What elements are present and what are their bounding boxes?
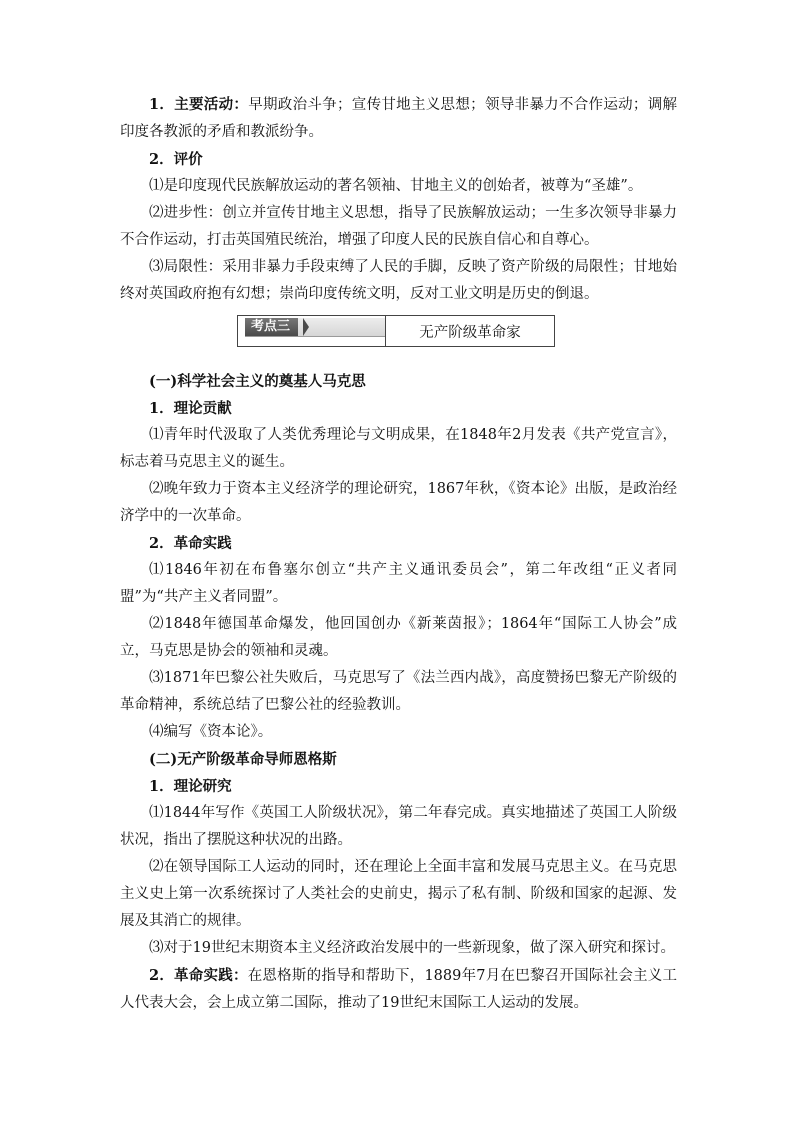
evaluation-heading: 2．评价 xyxy=(149,151,203,168)
revolutionaries-section xyxy=(120,368,677,1017)
banner-tag-cell xyxy=(238,316,386,346)
banner-tag xyxy=(245,318,385,337)
engels-practice-text: 在恩格斯的指导和帮助下，1889年7月在巴黎召开国际社会主义工人代表大会，会上成立第二国际，推动了19世纪末国际工人运动的发展。 xyxy=(120,968,678,1011)
marx-practice-2: ⑵1848年德国革命爆发，他回国创办《新莱茵报》；1864年“国际工人协会”成立，马克思是协会的领袖和灵魂。 xyxy=(120,616,677,659)
banner-title: 无产阶级革命家 xyxy=(419,324,521,341)
marx-practice-1: ⑴1846年初在布鲁塞尔创立“共产主义通讯委员会”，第二年改组“正义者同盟”为“共产主义者同盟”。 xyxy=(120,562,677,605)
evaluation-item-3: ⑶局限性：采用非暴力手段束缚了人民的手脚，反映了资产阶级的局限性；甘地始终对英国政府抱有幻想；崇尚印度传统文明，反对工业文明是历史的倒退。 xyxy=(120,259,677,302)
engels-practice-paragraph xyxy=(120,962,677,1017)
marx-theory-2: ⑵晚年致力于资本主义经济学的理论研究，1867年秋，《资本论》出版，是政治经济学中的一次革命。 xyxy=(120,481,677,524)
activities-text: 早期政治斗争；宣传甘地主义思想；领导非暴力不合作运动；调解印度各教派的矛盾和教派纷争。 xyxy=(120,97,678,140)
engels-theory-heading: 1．理论研究 xyxy=(149,778,232,795)
marx-theory-heading: 1．理论贡献 xyxy=(149,400,232,417)
gandhi-section xyxy=(120,91,677,308)
marx-practice-heading: 2．革命实践 xyxy=(149,535,232,552)
evaluation-item-2: ⑵进步性：创立并宣传甘地主义思想，指导了民族解放运动；一生多次领导非暴力不合作运动，打击英国殖民统治，增强了印度人民的民族自信心和自尊心。 xyxy=(120,205,677,248)
activities-paragraph xyxy=(120,91,677,146)
banner-tag-label: 考点三 xyxy=(245,318,298,336)
engels-practice-head: 2．革命实践： xyxy=(149,967,248,984)
engels-heading: (二)无产阶级革命导师恩格斯 xyxy=(149,751,337,768)
engels-theory-3: ⑶对于19世纪末期资本主义经济政治发展中的一些新现象，做了深入研究和探讨。 xyxy=(149,940,675,956)
marx-practice-4: ⑷编写《资本论》。 xyxy=(149,724,273,740)
activities-head: 主要活动： xyxy=(174,96,249,113)
evaluation-item-1: ⑴是印度现代民族解放运动的著名领袖、甘地主义的创始者，被尊为“圣雄”。 xyxy=(149,178,643,194)
engels-theory-2: ⑵在领导国际工人运动的同时，还在理论上全面丰富和发展马克思主义。在马克思主义史上第一次系统探讨了人类社会的史前史，揭示了私有制、阶级和国家的起源、发展及其消亡的规律。 xyxy=(120,859,677,929)
marx-theory-1: ⑴青年时代汲取了人类优秀理论与文明成果，在1848年2月发表《共产党宣言》，标志着马克思主义的诞生。 xyxy=(120,427,677,470)
topic-banner xyxy=(237,315,555,347)
activities-number: 1． xyxy=(149,96,175,113)
banner-notch-icon xyxy=(303,318,309,336)
engels-theory-1: ⑴1844年写作《英国工人阶级状况》，第二年春完成。真实地描述了英国工人阶级状况，指出了摆脱这种状况的出路。 xyxy=(120,805,677,848)
marx-practice-3: ⑶1871年巴黎公社失败后，马克思写了《法兰西内战》，高度赞扬巴黎无产阶级的革命精神，系统总结了巴黎公社的经验教训。 xyxy=(120,670,677,713)
marx-heading: (一)科学社会主义的奠基人马克思 xyxy=(149,373,366,390)
